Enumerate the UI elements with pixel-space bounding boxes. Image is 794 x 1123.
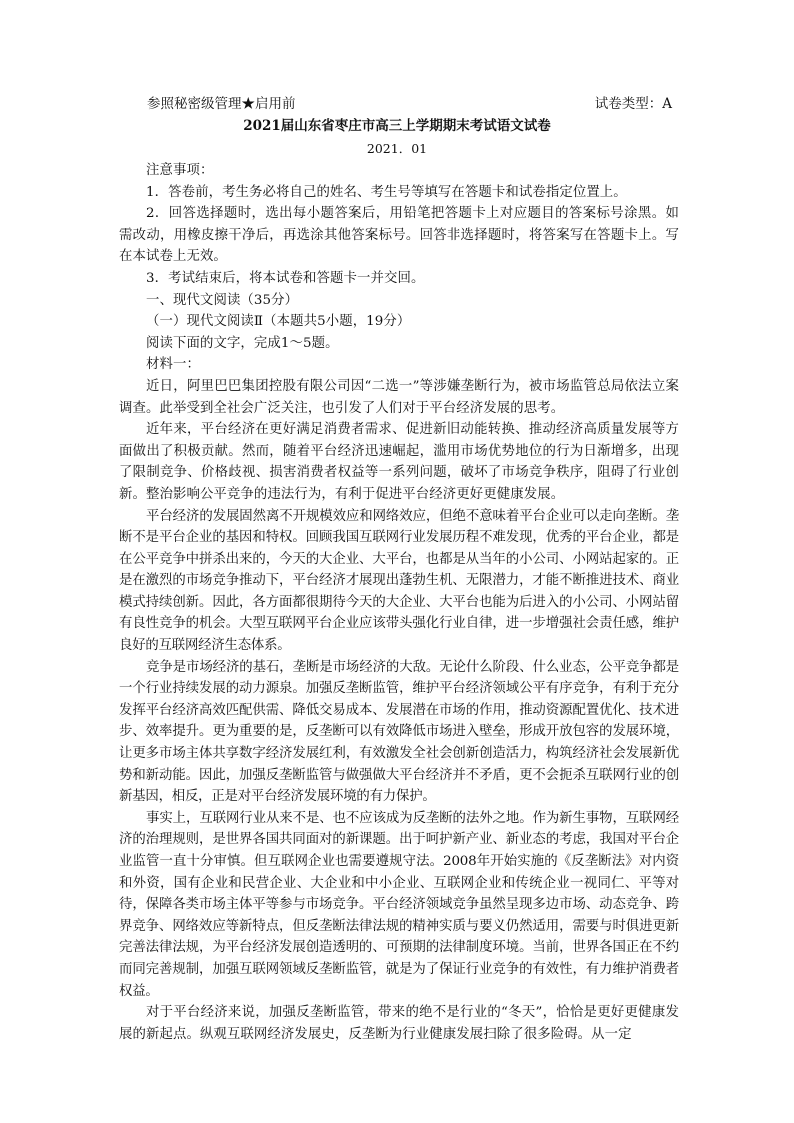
section-heading: 一、现代文阅读（35分）: [146, 292, 299, 308]
paragraph: 近年来，平台经济在更好满足消费者需求、促进新旧动能转换、推动经济高质量发展等方面做出了积极贡献。然而，随着平台经济迅速崛起，滥用市场优势地位的行为日渐增多，出现了限制竞争、价格歧视、损害消费者权益等一系列问题，破坏了市场竞争秩序，阻碍了行业创新。整治影响公平竞争的违法行为，有利于促进平台经济更好更健康发展。: [119, 422, 679, 502]
paragraph: 竞争是市场经济的基石，垄断是市场经济的大敌。无论什么阶段、什么业态，公平竞争都是一个行业持续发展的动力源泉。加强反垄断监管，维护平台经济领域公平有序竞争，有利于充分发挥平台经济高效匹配供需、降低交易成本、发展潜在市场的作用，推动资源配置优化、技术进步、效率提升。更为重要的是，反垄断可以有效降低市场进入壁垒，形成开放包容的发展环境，让更多市场主体共享数字经济发展红利，有效激发全社会创新创造活力，构筑经济社会发展新优势和新动能。因此，加强反垄断监管与做强做大平台经济并不矛盾，更不会扼杀互联网行业的创新基因，相反，正是对平台经济发展环境的有力保护。: [119, 659, 679, 805]
notice-heading: 注意事项：: [146, 163, 214, 178]
material-label: 材料一：: [146, 357, 200, 373]
notice-item-2: 2．回答选择题时，选出每小题答案后，用铅笔把答题卡上对应题目的答案标号涂黑。如需改动，用橡皮擦干净后，再选涂其他答案标号。回答非选择题时，将答案写在答题卡上。写在本试卷上无效。: [119, 206, 679, 265]
subsection-heading: （一）现代文阅读Ⅱ（本题共5小题，19分）: [146, 314, 411, 330]
reading-instruction: 阅读下面的文字，完成1～5题。: [146, 335, 339, 351]
notice-item-1: 1．答卷前，考生务必将自己的姓名、考生号等填写在答题卡和试卷指定位置上。: [146, 184, 627, 200]
exam-title: 2021届山东省枣庄市高三上学期期末考试语文试卷: [243, 118, 551, 134]
notice-item-3: 3．考试结束后，将本试卷和答题卡一并交回。: [146, 270, 425, 286]
paragraph: 事实上，互联网行业从来不是、也不应该成为反垄断的法外之地。作为新生事物，互联网经济的治理规则，是世界各国共同面对的新课题。出于呵护新产业、新业态的考虑，我国对平台企业监管一直十分审慎。但互联网企业也需要遵规守法。2008年开始实施的《反垄断法》对内资和外资，国有企业和民营企业、大企业和中小企业、互联网企业和传统企业一视同仁、平等对待，保障各类市场主体平等参与市场竞争。平台经济领域竞争虽然呈现多边市场、动态竞争、跨界竞争、网络效应等新特点，但反垄断法律法规的精神实质与要义仍然适用，需要与时俱进更新完善法律法规，为平台经济发展创造透明的、可预期的法律制度环境。当前，世界各国正在不约而同完善规制，加强互联网领域反垄断监管，就是为了保证行业竞争的有效性，有力维护消费者权益。: [119, 810, 679, 999]
paragraph: 近日，阿里巴巴集团控股有限公司因“二选一”等涉嫌垄断行为，被市场监管总局依法立案调查。此举受到全社会广泛关注，也引发了人们对于平台经济发展的思考。: [119, 378, 679, 416]
document-body: [119, 160, 679, 1045]
paragraph: 平台经济的发展固然离不开规模效应和网络效应，但绝不意味着平台企业可以走向垄断。垄断不是平台企业的基因和特权。回顾我国互联网行业发展历程不难发现，优秀的平台企业，都是在公平竞争中拼杀出来的，今天的大企业、大平台，也都是从当年的小公司、小网站起家的。正是在激烈的市场竞争推动下，平台经济才展现出蓬勃生机、无限潜力，才能不断推进技术、商业模式持续创新。因此，各方面都很期待今天的大企业、大平台也能为后进入的小公司、小网站留有良性竞争的机会。大型互联网平台企业应该带头强化行业自律，进一步增强社会责任感，维护良好的互联网经济生态体系。: [119, 508, 679, 654]
exam-date: 2021．01: [366, 141, 428, 156]
paragraph: 对于平台经济来说，加强反垄断监管，带来的绝不是行业的“冬天”，恰恰是更好更健康发展的新起点。纵观互联网经济发展史，反垄断为行业健康发展扫除了很多险碍。从一定: [119, 1005, 679, 1042]
paper-type-label: 试卷类型：A: [594, 96, 672, 112]
confidentiality-label: 参照秘密级管理★启用前: [147, 96, 296, 112]
